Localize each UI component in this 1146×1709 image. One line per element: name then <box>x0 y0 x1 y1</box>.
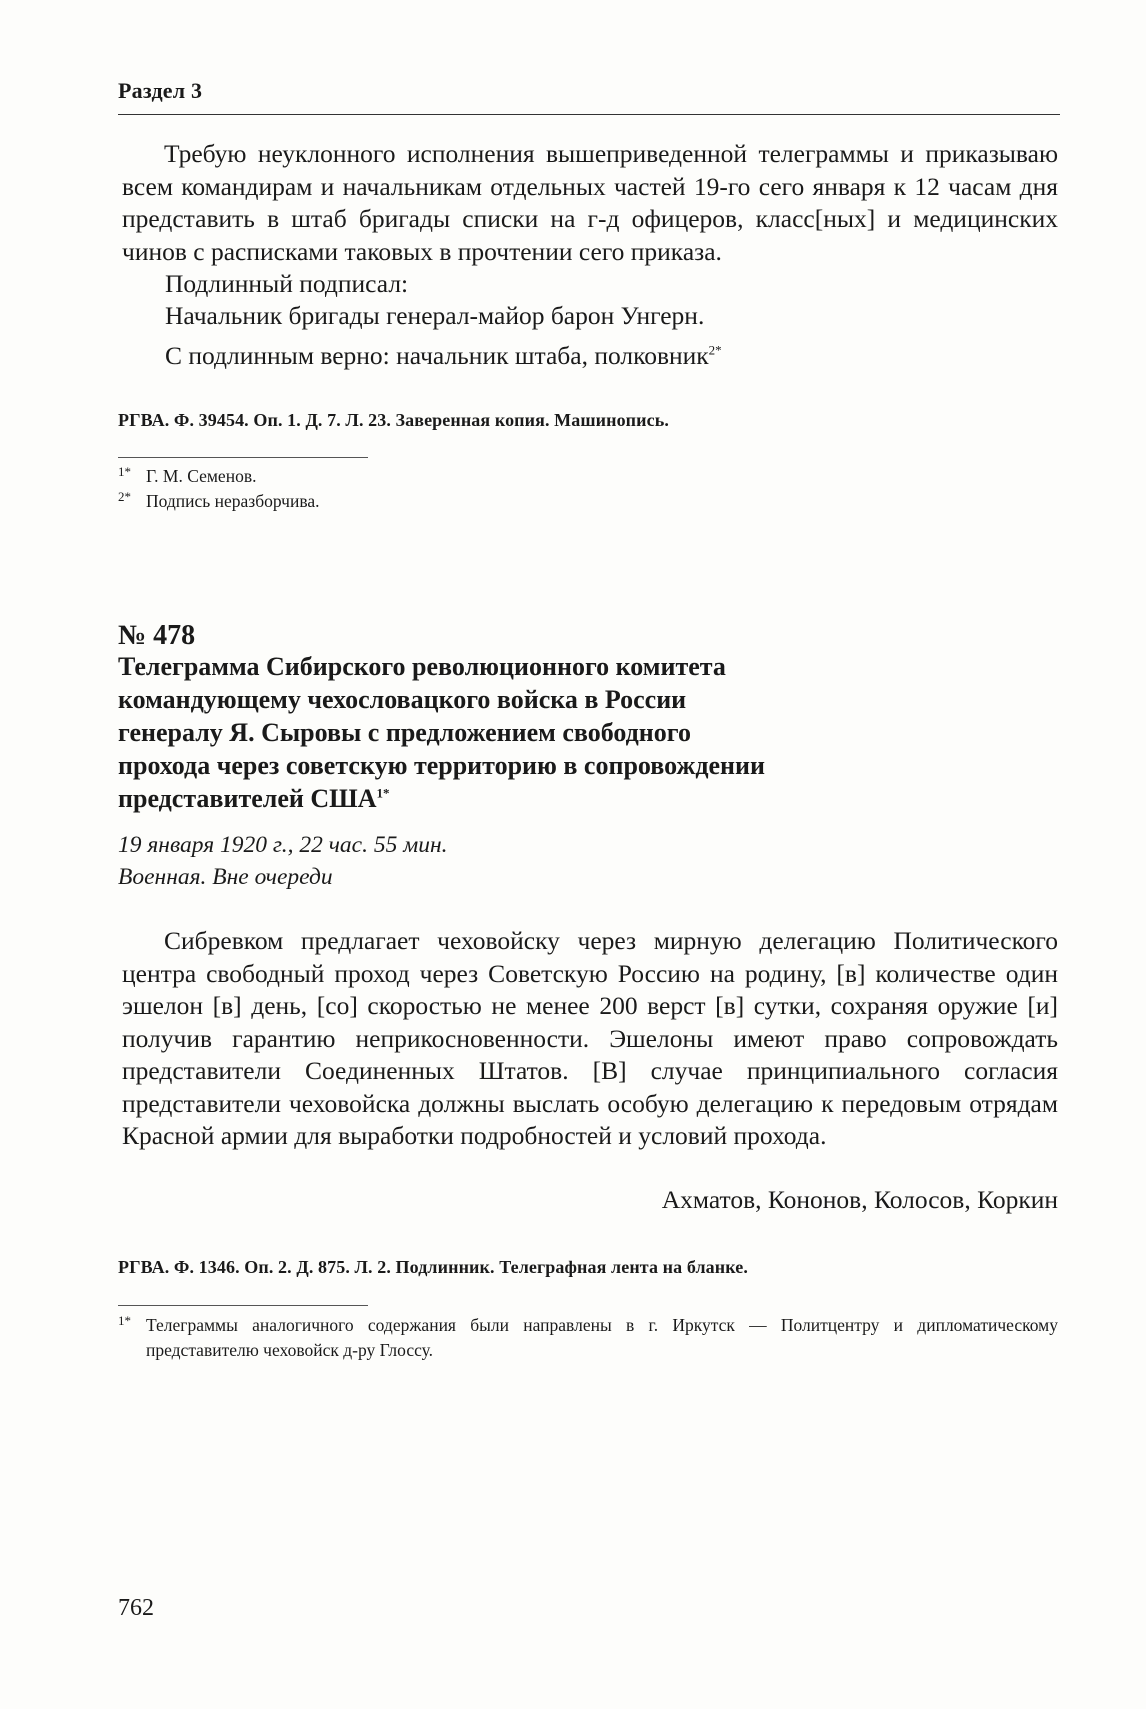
attest-text: С подлинным верно: начальник штаба, полковник <box>165 341 709 370</box>
document-title <box>118 650 1018 815</box>
signed-original-label: Подлинный подписал: <box>165 269 409 298</box>
archive-source-1: РГВА. Ф. 39454. Оп. 1. Д. 7. Л. 23. Заверенная копия. Машинопись. <box>118 410 669 430</box>
archive-source-2: РГВА. Ф. 1346. Оп. 2. Д. 875. Л. 2. Подлинник. Телеграфная лента на бланке. <box>118 1257 748 1277</box>
title-footnote-mark: 1* <box>376 785 390 801</box>
telegram-body: Сибревком предлагает чеховойску через мирную делегацию Политического центра свободный проход через Советскую Россию на родину, [в] количестве один эшелон [в] день, [со] скоростью не менее 200 верст [в] сутки, сохраняя оружие [и] получив гарантию неприкосновенности. Эшелоны имеют право сопровождать представители Соединенных Штатов. [В] случае принципиального согласия представители чеховойска должны выслать особую делегацию к передовым отрядам Красной армии для выработки подробностей и условий прохода. <box>122 926 1058 1150</box>
running-head: Раздел 3 <box>118 78 203 103</box>
attest-line <box>165 340 722 373</box>
footnote-mark: 2* <box>118 489 131 504</box>
title-line: прохода через советскую территорию в сопровождении <box>118 751 765 780</box>
page-number: 762 <box>118 1595 154 1621</box>
header-rule <box>118 114 1060 115</box>
footnote-rule-1 <box>118 457 368 458</box>
attest-footnote-mark: 2* <box>708 342 722 358</box>
order-paragraph: Требую неуклонного исполнения вышеприведенной телеграммы и приказываю всем командирам и начальникам отдельных частей 19-го сего января к 12 часам дня представить в штаб бригады списки на г-д офицеров, класс[ных] и медицинских чинов с расписками таковых в прочтении сего приказа. <box>122 139 1058 266</box>
footnote-mark: 1* <box>118 1313 131 1328</box>
document-classification: Военная. Вне очереди <box>118 864 333 890</box>
footnote-rule-2 <box>118 1305 368 1306</box>
signatories: Ахматов, Кононов, Колосов, Коркин <box>661 1185 1058 1214</box>
footnote-item <box>118 489 320 513</box>
title-line: генералу Я. Сыровы с предложением свободного <box>118 718 691 747</box>
title-line: Телеграмма Сибирского революционного комитета <box>118 652 726 681</box>
signer-line: Начальник бригады генерал-майор барон Унгерн. <box>165 301 705 330</box>
title-line-last <box>118 782 1018 815</box>
title-line: представителей США <box>118 784 377 813</box>
footnote-item <box>118 464 256 488</box>
footnote-text: Г. М. Семенов. <box>146 466 257 486</box>
footnote-text: Подпись неразборчива. <box>146 491 320 511</box>
footnote-item <box>118 1313 1058 1363</box>
document-number: № 478 <box>118 620 196 651</box>
title-line: командующему чехословацкого войска в России <box>118 685 687 714</box>
footnote-mark: 1* <box>118 464 131 479</box>
document-date: 19 января 1920 г., 22 час. 55 мин. <box>118 832 448 858</box>
footnote-text: Телеграммы аналогичного содержания были направлены в г. Иркутск — Политцентру и дипломатическому представителю чеховойск д-ру Глоссу. <box>146 1315 1058 1360</box>
